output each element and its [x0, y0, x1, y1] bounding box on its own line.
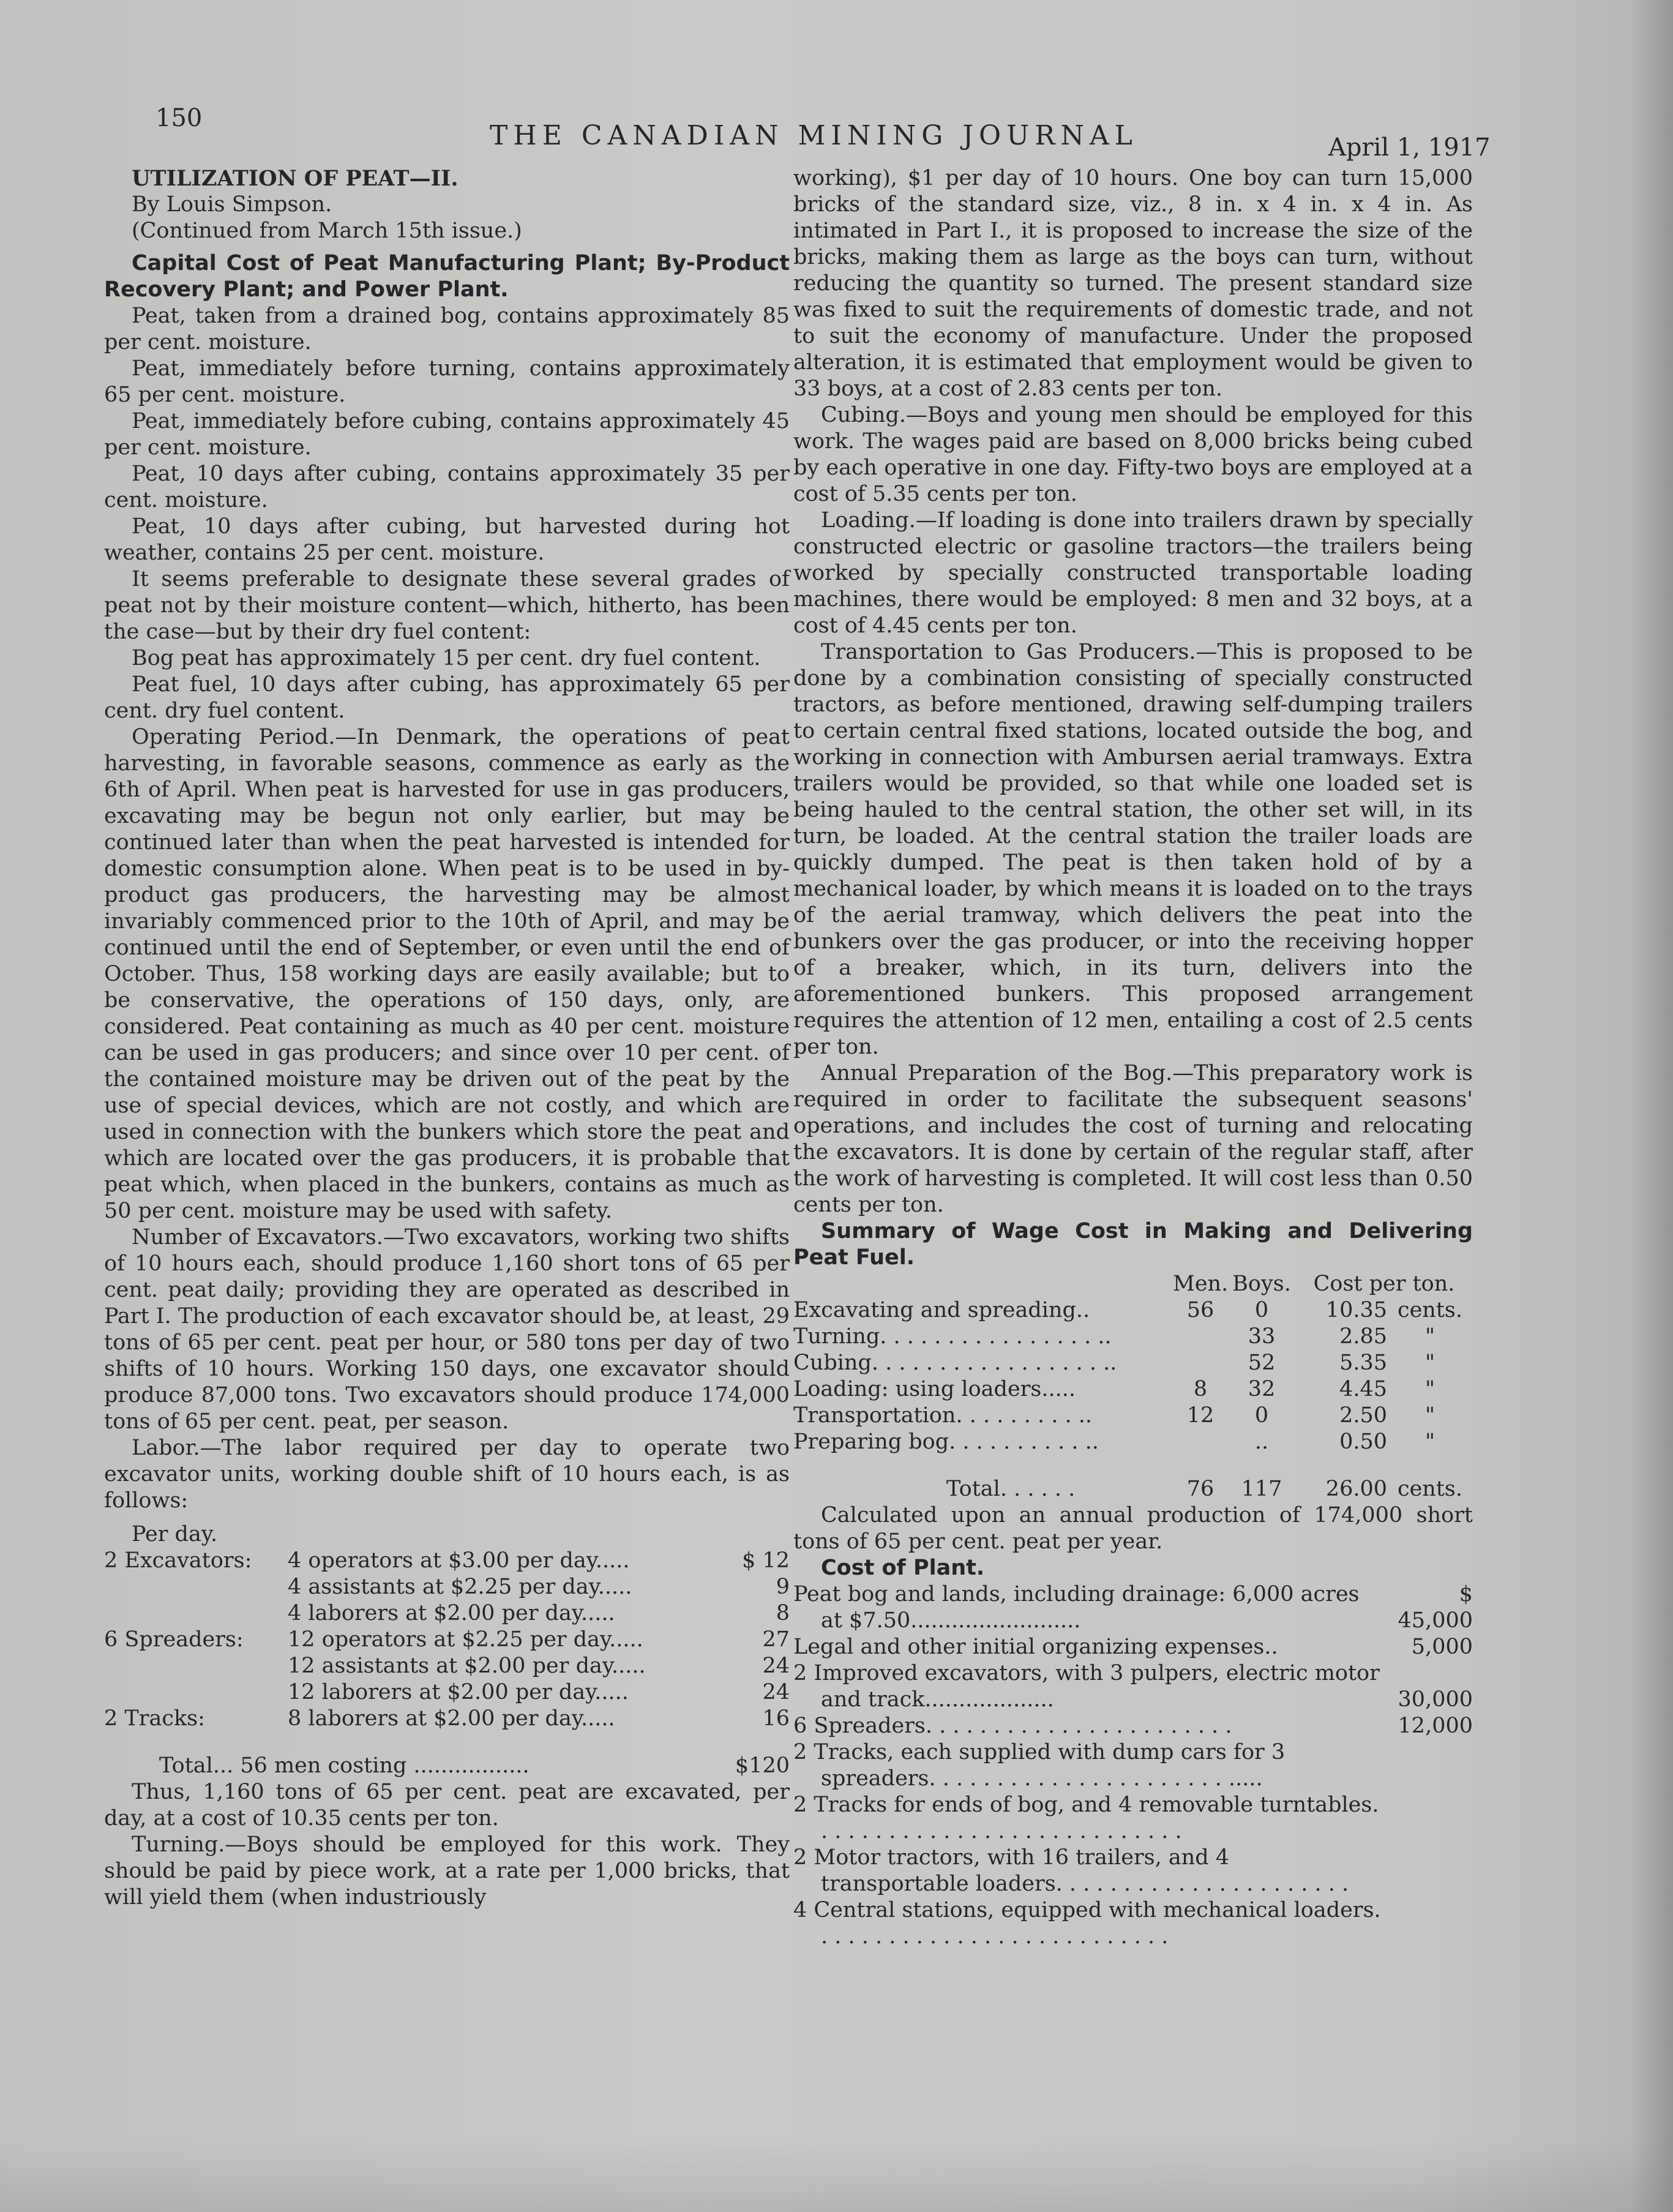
wage-summary-table: [793, 1271, 1473, 1502]
labor-total-row: Total... 56 men costing ................. $120: [159, 1753, 790, 1778]
right-column: [793, 165, 1473, 1950]
article-title: UTILIZATION OF PEAT—II.: [132, 166, 458, 191]
summary-note: Calculated upon an annual production of 174,000 short tons of 65 per cent. peat per year.: [793, 1503, 1473, 1554]
table-row: Excavating and spreading.. 56 0 10.35 cents.: [793, 1298, 1462, 1322]
paragraph: It seems preferable to designate these several grades of peat not by their moisture content—which, hitherto, has been the case—but by their dry fuel content:: [104, 567, 790, 644]
paragraph-bog-preparation: Annual Preparation of the Bog.—This preparatory work is required in order to facilitate the subsequent seasons' operations, and includes the cost of turning and relocating the excavators. It is done by certain of the regular staff, after the work of harvesting is completed. It will cost less than 0.50 cents per ton.: [793, 1061, 1473, 1217]
paragraph-cubing: Cubing.—Boys and young men should be employed for this work. The wages paid are based on 8,000 bricks being cubed by each operative in one day. Fifty-two boys are employed at a cost of 5.35 cents per ton.: [793, 403, 1473, 506]
table-row: 4 assistants at $2.25 per day..... 9: [288, 1575, 790, 1599]
table-row: 4 laborers at $2.00 per day..... 8: [288, 1601, 790, 1625]
list-item: Legal and other initial organizing expenses.. 5,000: [793, 1635, 1473, 1659]
paragraph: Peat, immediately before cubing, contains approximately 45 per cent. moisture.: [104, 409, 790, 460]
list-item: 2 Improved excavators, with 3 pulpers, electric motor and track................... 30,000: [793, 1661, 1473, 1712]
table-rule: [104, 1732, 790, 1753]
paragraph: Peat, immediately before turning, contains approximately 65 per cent. moisture.: [104, 356, 790, 407]
list-item: 2 Tracks, each supplied with dump cars for 3 spreaders. . . . . . . . . . . . . . . . . . . . . . .....: [793, 1740, 1286, 1791]
table-row: Cubing. . . . . . . . . . . . . . . . . .. 52 5.35 ": [793, 1351, 1435, 1375]
table-row: 2 Tracks: 8 laborers at $2.00 per day..... 16: [104, 1706, 790, 1731]
paragraph: Peat, taken from a drained bog, contains approximately 85 per cent. moisture.: [104, 304, 790, 354]
paragraph-excavators: Number of Excavators.—Two excavators, working two shifts of 10 hours each, should produce 1,160 short tons of 65 per cent. peat daily; providing they are operated as described in Part I. The production of each excavator should be, at least, 29 tons of 65 per cent. peat per hour, or 580 tons per day of two shifts of 10 hours. Working 150 days, one excavator should produce 87,000 tons. Two excavators should produce 174,000 tons of 65 per cent. peat, per season.: [104, 1225, 790, 1434]
paragraph: working), $1 per day of 10 hours. One boy can turn 15,000 bricks of the standard size, viz., 8 in. x 4 in. x 4 in. As intimated in Part I., it is proposed to increase the size of the bricks, making them as large as the boys can turn, without reducing the quantity so turned. The present standard size was fixed to suit the requirements of domestic trade, and not to suit the economy of manufacture. Under the proposed alteration, it is estimated that employment would be given to 33 boys, at a cost of 2.83 cents per ton.: [793, 166, 1473, 401]
section-heading: Capital Cost of Peat Manufacturing Plant; By-Product Recovery Plant; and Power Plant.: [104, 251, 790, 302]
list-item: 6 Spreaders. . . . . . . . . . . . . . . . . . . . . . . 12,000: [793, 1714, 1473, 1738]
paragraph: Peat, 10 days after cubing, but harvested during hot weather, contains 25 per cent. moisture.: [104, 514, 790, 565]
list-item: 2 Tracks for ends of bog, and 4 removable turntables. . . . . . . . . . . . . . . . . . . . . . . . . . . .: [793, 1793, 1379, 1843]
table-row: 6 Spreaders: 12 operators at $2.25 per day..... 27: [104, 1627, 790, 1652]
paragraph: Thus, 1,160 tons of 65 per cent. peat are excavated, per day, at a cost of 10.35 cents per ton.: [104, 1780, 790, 1831]
summary-total-row: Total. . . . . . 76 117 26.00 cents.: [946, 1477, 1462, 1501]
list-item: 2 Motor tractors, with 16 trailers, and 4 transportable loaders. . . . . . . . . . . . . . . . . . . . . .: [793, 1845, 1349, 1896]
labor-table-header: Per day.: [132, 1522, 218, 1547]
paragraph-transportation: Transportation to Gas Producers.—This is proposed to be done by a combination consisting of specially constructed tractors, as before mentioned, drawing self-dumping trailers to certain central fixed stations, located outside the bog, and working in connection with Ambursen aerial tramways. Extra trailers would be provided, so that while one loaded set is being hauled to the central station, the other set will, in its turn, be loaded. At the central station the trailer loads are quickly dumped. The peat is then taken hold of by a mechanical loader, by which means it is loaded on to the trays of the aerial tramway, which delivers the peat into the bunkers over the gas producer, or into the receiving hopper of a breaker, which, in its turn, delivers into the aforementioned bunkers. This proposed arrangement requires the attention of 12 men, entailing a cost of 2.5 cents per ton.: [793, 640, 1473, 1059]
summary-heading: Summary of Wage Cost in Making and Delivering Peat Fuel.: [793, 1219, 1473, 1270]
continued-note: (Continued from March 15th issue.): [132, 219, 522, 243]
article-byline: By Louis Simpson.: [132, 192, 332, 217]
paragraph: Peat, 10 days after cubing, contains approximately 35 per cent. moisture.: [104, 462, 790, 512]
table-row: Loading: using loaders..... 8 32 4.45 ": [793, 1377, 1435, 1401]
journal-title: THE CANADIAN MINING JOURNAL: [490, 120, 1138, 151]
paragraph: Bog peat has approximately 15 per cent. dry fuel content.: [132, 646, 761, 670]
page-edge-shadow: [1630, 0, 1673, 2212]
paragraph: Peat fuel, 10 days after cubing, has approximately 65 per cent. dry fuel content.: [104, 672, 790, 723]
table-row: Preparing bog. . . . . . . . . . .. .. 0.50 ": [793, 1430, 1435, 1454]
left-column: [104, 165, 790, 1911]
table-row: Transportation. . . . . . . . . .. 12 0 2.50 ": [793, 1403, 1435, 1428]
table-row: 2 Excavators: 4 operators at $3.00 per day..... $ 12: [104, 1548, 790, 1573]
table-row: 12 assistants at $2.00 per day..... 24: [288, 1654, 790, 1678]
table-header-row: Men. Boys. Cost per ton.: [1173, 1272, 1455, 1296]
list-item: Peat bog and lands, including drainage: 6,000 acres at $7.50......................... $ 45,000: [793, 1582, 1473, 1633]
paragraph-labor: Labor.—The labor required per day to operate two excavator units, working double shift of 10 hours each, is as follows:: [104, 1436, 790, 1513]
table-rule: [793, 1455, 1473, 1476]
table-row: Turning. . . . . . . . . . . . . . . . .. 33 2.85 ": [793, 1324, 1435, 1349]
plant-cost-list: [793, 1581, 1473, 1950]
page-number: 150: [155, 104, 203, 132]
paragraph-loading: Loading.—If loading is done into trailers drawn by specially constructed electric or gasoline tractors—the trailers being worked by specially constructed transportable loading machines, there would be employed: 8 men and 32 boys, at a cost of 4.45 cents per ton.: [793, 508, 1473, 638]
page-bottom-shadow: [0, 2139, 1673, 2212]
paragraph-operating-period: Operating Period.—In Denmark, the operations of peat harvesting, in favorable seasons, commence as early as the 6th of April. When peat is harvested for use in gas producers, excavating may be begun not only earlier, but may be continued later than when the peat harvested is intended for domestic consumption alone. When peat is to be used in by-product gas producers, the harvesting may be almost invariably commenced prior to the 10th of April, and may be continued until the end of September, or even until the end of October. Thus, 158 working days are easily available; but to be conservative, the operations of 150 days, only, are considered. Peat containing as much as 40 per cent. moisture can be used in gas producers; and since over 10 per cent. of the contained moisture may be driven out of the peat by the use of special devices, which are not costly, and which are used in connection with the bunkers which store the peat and which are located over the gas producers, it is probable that peat which, when placed in the bunkers, contains as much as 50 per cent. moisture may be used with safety.: [104, 725, 790, 1223]
list-item: 4 Central stations, equipped with mechanical loaders. . . . . . . . . . . . . . . . . . . . . . . . . . .: [793, 1898, 1381, 1949]
plant-heading: Cost of Plant.: [821, 1556, 985, 1580]
paragraph-turning: Turning.—Boys should be employed for this work. They should be paid by piece work, at a rate per 1,000 bricks, that will yield them (when industriously: [104, 1832, 790, 1910]
issue-date: April 1, 1917: [1328, 133, 1491, 162]
table-row: 12 laborers at $2.00 per day..... 24: [288, 1680, 790, 1704]
labor-table: [104, 1521, 790, 1779]
